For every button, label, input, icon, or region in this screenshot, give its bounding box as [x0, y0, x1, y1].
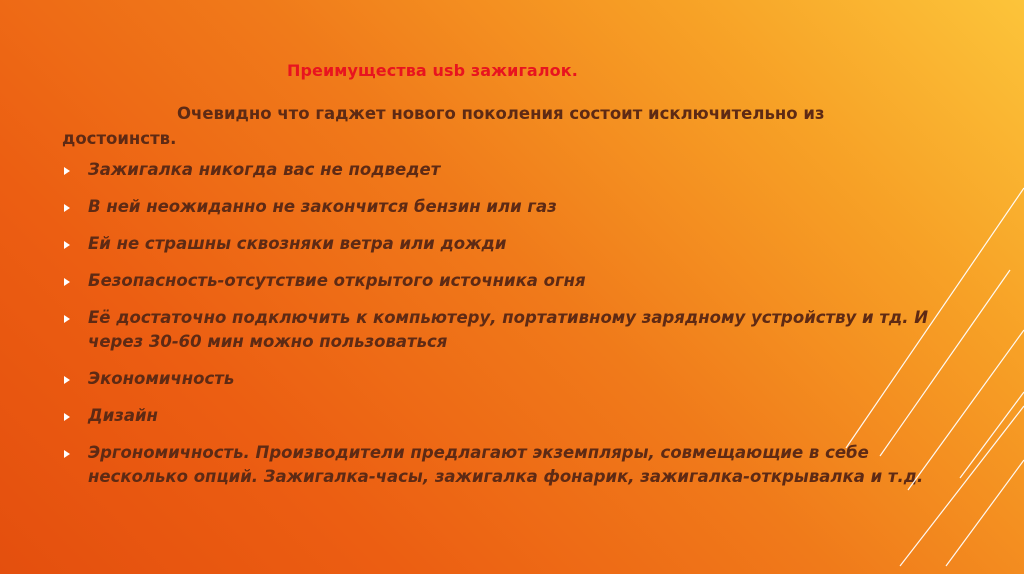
bullet-item — [62, 441, 942, 489]
bullet-text: Экономичность — [88, 369, 235, 388]
bullet-text: Зажигалка никогда вас не подведет — [88, 160, 441, 179]
bullet-arrow-icon — [64, 241, 70, 249]
bullet-arrow-icon — [64, 450, 70, 458]
bullet-list — [62, 158, 942, 502]
bullet-arrow-icon — [64, 167, 70, 175]
bullet-arrow-icon — [64, 278, 70, 286]
bullet-item — [62, 158, 942, 182]
bullet-text: Её достаточно подключить к компьютеру, портативному зарядному устройству и тд. И через 30-60 мин можно пользоваться — [88, 308, 929, 351]
bullet-item — [62, 404, 942, 428]
bullet-text: Ей не страшны сквозняки ветра или дожди — [88, 234, 507, 253]
bullet-arrow-icon — [64, 376, 70, 384]
bullet-arrow-icon — [64, 204, 70, 212]
bullet-text: Эргономичность. Производители предлагают экземпляры, совмещающие в себе несколько опций. Зажигалка-часы, зажигалка фонарик, зажигалка-открывалка и т.д. — [88, 443, 924, 486]
bullet-text: Дизайн — [88, 406, 158, 425]
bullet-arrow-icon — [64, 315, 70, 323]
bullet-arrow-icon — [64, 413, 70, 421]
bullet-text: В ней неожиданно не закончится бензин или газ — [88, 197, 557, 216]
intro-paragraph: Очевидно что гаджет нового поколения состоит исключительно из достоинств. — [62, 104, 825, 148]
decor-line — [946, 460, 1024, 566]
bullet-item — [62, 269, 942, 293]
bullet-item — [62, 195, 942, 219]
bullet-text: Безопасность-отсутствие открытого источника огня — [88, 271, 586, 290]
bullet-item — [62, 367, 942, 391]
bullet-item — [62, 306, 942, 354]
slide-title: Преимущества usb зажигалок. — [287, 61, 578, 80]
decor-line — [960, 392, 1024, 478]
bullet-item — [62, 232, 942, 256]
